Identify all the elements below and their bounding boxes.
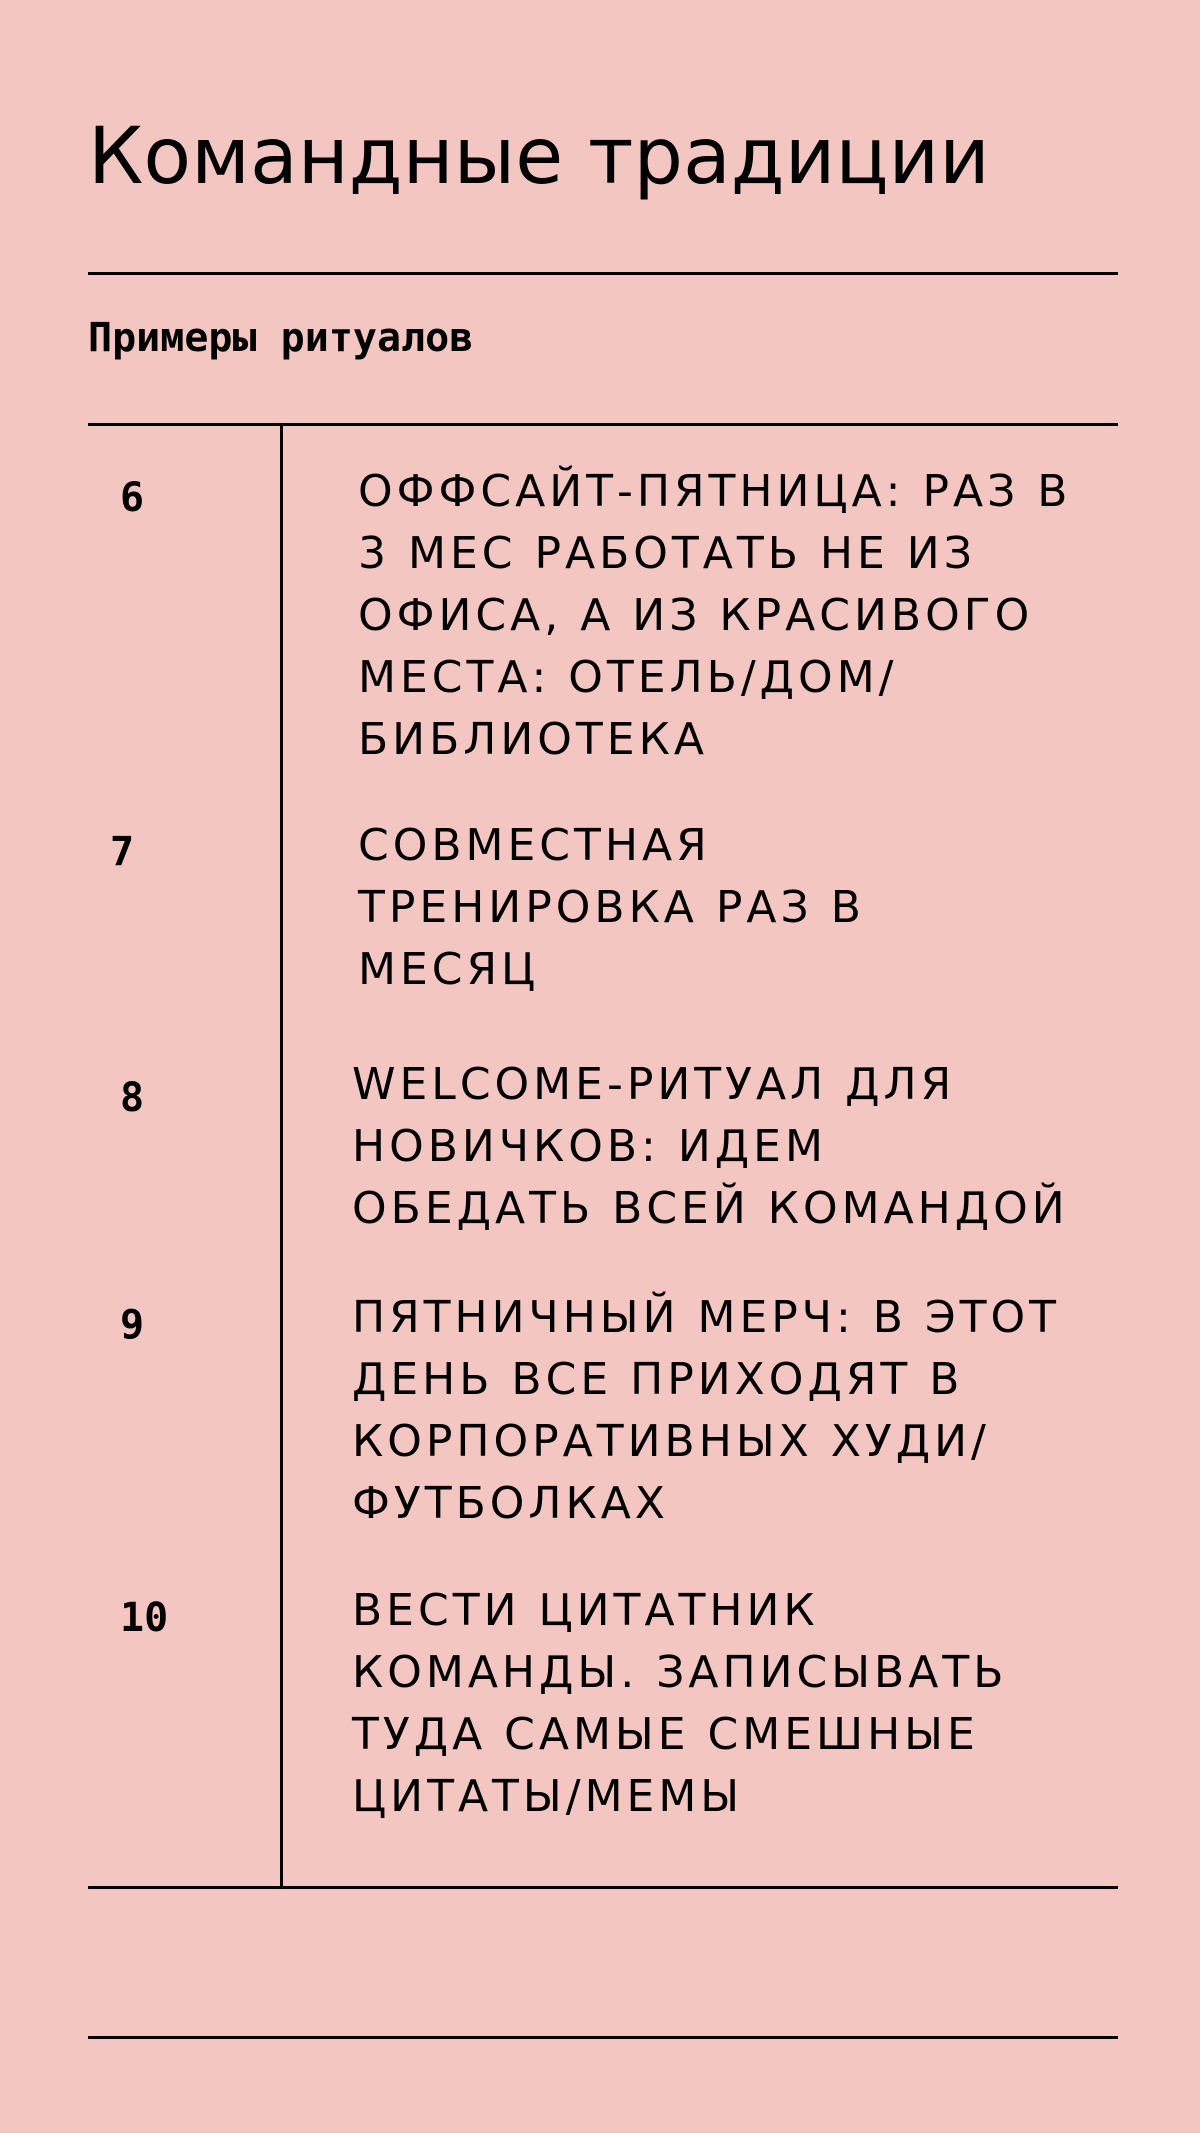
ritual-line: ДЕНЬ ВСЕ ПРИХОДЯТ В — [352, 1354, 964, 1405]
section-subtitle: Примеры ритуалов — [88, 315, 474, 361]
ritual-line: КОМАНДЫ. ЗАПИСЫВАТЬ — [352, 1647, 1008, 1698]
ritual-line: ПЯТНИЧНЫЙ МЕРЧ: В ЭТОТ — [352, 1292, 1061, 1343]
ritual-line: ЦИТАТЫ/МЕМЫ — [352, 1771, 744, 1822]
ritual-text-7 — [358, 815, 1178, 1001]
ritual-text-8 — [352, 1054, 1172, 1240]
ritual-line: МЕСЯЦ — [358, 944, 540, 995]
ritual-line: ТРЕНИРОВКА РАЗ В — [358, 882, 865, 933]
ritual-number-9: 9 — [120, 1302, 145, 1348]
ritual-number-7: 7 — [110, 829, 135, 875]
page-title: Командные традиции — [88, 112, 990, 202]
divider-table-top — [88, 423, 1118, 426]
ritual-text-10 — [352, 1580, 1172, 1828]
ritual-number-6: 6 — [120, 475, 145, 521]
ritual-line: WELCOME-РИТУАЛ ДЛЯ — [352, 1059, 956, 1110]
ritual-number-8: 8 — [120, 1075, 145, 1121]
ritual-line: БИБЛИОТЕКА — [358, 714, 708, 765]
ritual-text-9 — [352, 1287, 1172, 1535]
column-divider — [280, 424, 283, 1888]
divider-table-bottom — [88, 1886, 1118, 1889]
ritual-line: МЕСТА: ОТЕЛЬ/ДОМ/ — [358, 652, 898, 703]
ritual-line: КОРПОРАТИВНЫХ ХУДИ/ — [352, 1416, 990, 1467]
ritual-line: НОВИЧКОВ: ИДЕМ — [352, 1121, 827, 1172]
ritual-line: ОФИСА, А ИЗ КРАСИВОГО — [358, 590, 1034, 641]
divider-top — [88, 272, 1118, 275]
ritual-line: ОФФСАЙТ-ПЯТНИЦА: РАЗ В — [358, 466, 1072, 517]
ritual-line: ОБЕДАТЬ ВСЕЙ КОМАНДОЙ — [352, 1183, 1069, 1234]
ritual-line: ФУТБОЛКАХ — [352, 1478, 669, 1529]
ritual-line: 3 МЕС РАБОТАТЬ НЕ ИЗ — [358, 528, 976, 579]
ritual-line: ВЕСТИ ЦИТАТНИК — [352, 1585, 819, 1636]
divider-footer — [88, 2036, 1118, 2039]
ritual-text-6 — [358, 461, 1178, 771]
ritual-number-10: 10 — [120, 1595, 169, 1641]
ritual-line: СОВМЕСТНАЯ — [358, 820, 711, 871]
ritual-line: ТУДА САМЫЕ СМЕШНЫЕ — [352, 1709, 979, 1760]
